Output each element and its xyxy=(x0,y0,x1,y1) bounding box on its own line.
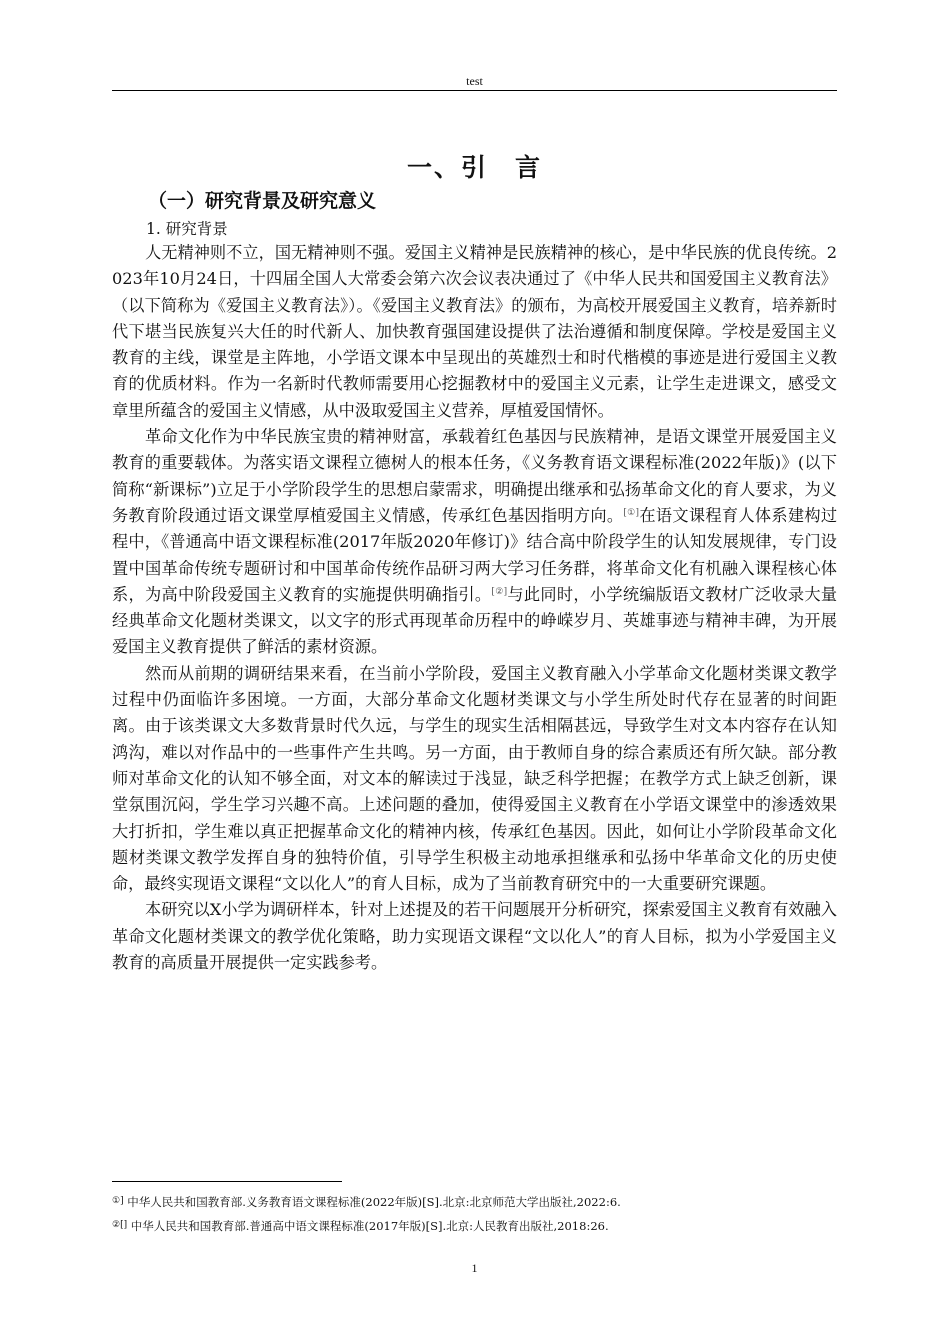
paragraph-text: 革命文化作为中华民族宝贵的精神财富，承载着红色基因与民族精神，是语文课堂开展爱国主义教育的重要载体。为落实语文课程立德树人的根本任务，《义务教育语文课程标准(2022年版)》(以下简称“新课标”)立足于小学阶段学生的思想启蒙需求，明确提出继承和弘扬革命文化的育人要求，为义务教育阶段通过语文课堂厚植爱国主义情感，传承红色基因指明方向。 xyxy=(112,427,837,525)
paragraph-text: 与此同时，小学统编版语文教材广泛收录大量经典革命文化题材类课文，以文字的形式再现革命历程中的峥嵘岁月、英雄事迹与精神丰碑，为开展爱国主义教育提供了鲜活的素材资源。 xyxy=(112,584,838,657)
paragraph xyxy=(112,424,837,661)
chapter-title: 一、引 言 xyxy=(406,153,542,182)
paragraph: 然而从前期的调研结果来看，在当前小学阶段，爱国主义教育融入小学革命文化题材类课文教学过程中仍面临许多困境。一方面，大部分革命文化题材类课文与小学生所处时代存在显著的时间距离。由于该类课文大多数背景时代久远，与学生的现实生活相隔甚远，导致学生对文本内容存在认知鸿沟，难以对作品中的一些事件产生共鸣。另一方面，由于教师自身的综合素质还有所欠缺。部分教师对革命文化的认知不够全面，对文本的解读过于浅显，缺乏科学把握；在教学方式上缺乏创新，课堂氛围沉闷，学生学习兴趣不高。上述问题的叠加，使得爱国主义教育在小学语文课堂中的渗透效果大打折扣，学生难以真正把握革命文化的精神内核，传承红色基因。因此，如何让小学阶段革命文化题材类课文教学发挥自身的独特价值，引导学生积极主动地承担继承和弘扬中华革命文化的历史使命，最终实现语文课程“文以化人”的育人目标，成为了当前教育研究中的一大重要研究课题。 xyxy=(112,663,837,894)
running-header: test xyxy=(466,74,483,88)
header-rule xyxy=(112,90,837,91)
paragraph: 人无精神则不立，国无精神则不强。爱国主义精神是民族精神的核心，是中华民族的优良传统。2023年10月24日，十四届全国人大常委会第六次会议表决通过了《中华人民共和国爱国主义教育法》（以下简称为《爱国主义教育法》）。《爱国主义教育法》的颁布，为高校开展爱国主义教育，培养新时代下堪当民族复兴大任的时代新人、加快教育强国建设提供了法治遵循和制度保障。学校是爱国主义教育的主线，课堂是主阵地，小学语文课本中呈现出的英雄烈士和时代楷模的事迹是进行爱国主义教育的优质材料。作为一名新时代教师需要用心挖掘教材中的爱国主义元素，让学生走进课文，感受文章里所蕴含的爱国主义情感，从中汲取爱国主义营养，厚植爱国情怀。 xyxy=(112,243,837,420)
body-text xyxy=(112,240,837,976)
paragraph-text: 在语文课程育人体系建构过程中，《普通高中语文课程标准(2017年版2020年修订)》结合高中阶段学生的认知发展规律，专门设置中国革命传统专题研讨和中国革命传统作品研习两大学习任务群，将革命文化有机融入课程核心体系，为高中阶段爱国主义教育的实施提供明确指引。 xyxy=(112,505,838,604)
footnote-separator xyxy=(112,1181,342,1182)
footnote-mark: ②[] xyxy=(112,1220,128,1230)
footnote xyxy=(112,1214,837,1238)
footnote-text: 中华人民共和国教育部.义务教育语文课程标准(2022年版)[S].北京:北京师范大学出版社,2022:6. xyxy=(127,1195,621,1209)
subsection-title: 1. 研究背景 xyxy=(146,220,228,238)
footnote-ref[interactable]: [①] xyxy=(623,507,640,518)
section-title: （一）研究背景及研究意义 xyxy=(148,190,377,212)
footnote xyxy=(112,1190,837,1214)
paragraph: 本研究以X小学为调研样本，针对上述提及的若干问题展开分析研究，探索爱国主义教育有效融入革命文化题材类课文的教学优化策略，助力实现语文课程“文以化人”的育人目标，拟为小学爱国主义教育的高质量开展提供一定实践参考。 xyxy=(112,900,837,973)
footnote-ref[interactable]: [②] xyxy=(491,586,508,597)
page-number: 1 xyxy=(471,1261,478,1275)
footnote-text: 中华人民共和国教育部.普通高中语文课程标准(2017年版)[S].北京:人民教育出版社,2018:26. xyxy=(130,1219,609,1233)
footnotes xyxy=(112,1190,837,1238)
footnote-mark: ①] xyxy=(112,1196,124,1206)
